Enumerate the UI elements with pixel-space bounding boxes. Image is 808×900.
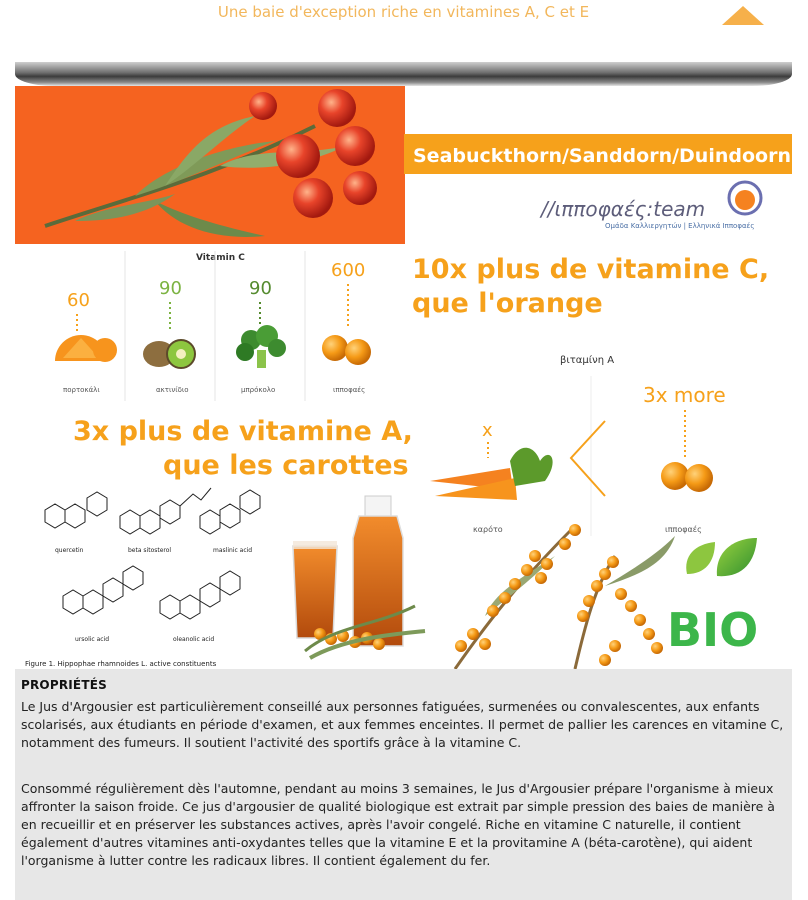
vitc-value: 90 [249, 278, 272, 299]
headline-a-line1: 3x plus de vitamine A, [73, 416, 413, 447]
vitc-value: 60 [67, 290, 90, 311]
team-subtitle: Ομάδα Καλλιεργητών | Ελληνικά Ιπποφαές [605, 222, 755, 230]
headline-c-line1: 10x plus de vitamine C, [412, 254, 770, 285]
team-logo-text: //ιπποφαές:team [541, 197, 706, 221]
vitc-value: 90 [159, 278, 182, 299]
vita-right-value: 3x more [643, 383, 726, 407]
shadow-divider [15, 62, 792, 86]
molecule-labels [25, 547, 252, 668]
carrot-icon [430, 448, 553, 500]
header-bar [15, 0, 792, 62]
vitc-label: μπρόκολο [241, 386, 276, 394]
seabuckthorn-icon [661, 462, 713, 492]
vita-left-label: καρότο [473, 525, 503, 534]
team-logo [539, 182, 761, 230]
vitc-label: ακτινίδιο [156, 386, 189, 394]
vitamin-c-chart [15, 246, 405, 402]
molecule-label: beta sitosterol [128, 547, 172, 554]
vitc-label: ιπποφαές [333, 386, 366, 394]
bio-label: BIO [667, 603, 759, 657]
molecule-label: ursolic acid [75, 636, 110, 643]
headline-a-line2: que les carottes [163, 450, 409, 481]
molecule-label: quercetin [55, 547, 84, 554]
properties-paragraph-1: Le Jus d'Argousier est particulièrement conseillé aux personnes fatiguées, surmenées ou convalescentes, aux enfants scolarisés, aux étudiants en période d'examen, et aux femmes enceintes. Il permet de pallier les carences en vitamine C, notamment des fumeurs. Il soutient l'activité des sportifs grâce à la vitamine C. [21, 699, 784, 750]
vita-left-value: x [482, 420, 493, 441]
headline-vitamin-c [412, 254, 769, 319]
figure-caption: Figure 1. Hippophae rhamnoides L. active constituents [25, 660, 217, 668]
vitc-label: πορτοκάλι [63, 386, 100, 394]
properties-section [15, 669, 792, 900]
vitamin-a-chart [430, 354, 726, 536]
juice-photo [293, 496, 425, 658]
scroll-up-icon[interactable] [722, 6, 764, 25]
tagline: Une baie d'exception riche en vitamines A, C et E [217, 3, 590, 21]
properties-paragraph-2: Consommé régulièrement dès l'automne, pendant au moins 3 semaines, le Jus d'Argousier prépare l'organisme à mieux affronter la saison froide. Ce jus d'argousier de qualité biologique est extrait par simple pression des baies de manière à en recueillir et en préserver les substances actives, après l'avoir congelé. Riche en vitamine C naturelle, il contient également d'autres vitamines anti-oxydantes telles que la vitamine E et la provitamine A (béta-carotène), qui aident l'organisme à lutter contre les radicaux libres. Il contient également du fer. [21, 781, 775, 868]
kiwi-icon [143, 340, 195, 368]
bio-logo [667, 538, 758, 657]
vita-chart-title: βιταμίνη Α [560, 355, 615, 366]
headline-vitamin-a [73, 416, 413, 481]
molecule-label: oleanolic acid [173, 636, 215, 643]
properties-title: PROPRIÉTÉS [21, 678, 107, 692]
molecule-label: maslinic acid [213, 547, 253, 554]
vitc-value: 600 [331, 260, 366, 281]
berry-branch [455, 524, 675, 669]
berries-photo [15, 86, 405, 244]
vita-right-label: ιπποφαές [665, 525, 702, 534]
headline-c-line2: que l'orange [412, 288, 603, 319]
vitc-chart-title: Vitamin C [196, 253, 245, 263]
infographic-image [15, 86, 792, 669]
title-banner [404, 134, 792, 174]
banner-title: Seabuckthorn/Sanddorn/Duindoorn [413, 145, 791, 167]
